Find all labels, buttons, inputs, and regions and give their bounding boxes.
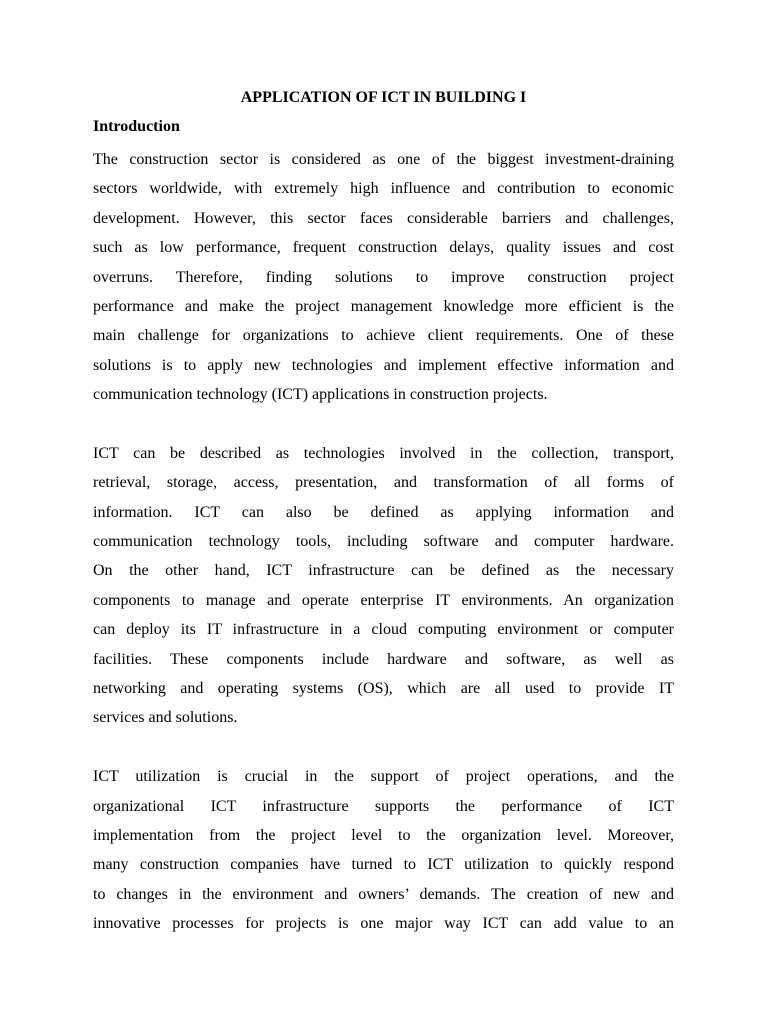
text-line: can deploy its IT infrastructure in a cloud computing environment or computer bbox=[93, 621, 674, 639]
text-line: ICT can be described as technologies involved in the collection, transport, bbox=[93, 444, 674, 462]
text-line: services and solutions. bbox=[93, 709, 238, 727]
text-line: many construction companies have turned to ICT utilization to quickly respond bbox=[93, 856, 674, 874]
text-line: networking and operating systems (OS), which are all used to provide IT bbox=[93, 680, 674, 698]
text-line: development. However, this sector faces considerable barriers and challenges, bbox=[93, 209, 674, 227]
text-line: facilities. These components include hardware and software, as well as bbox=[93, 650, 674, 668]
document-body bbox=[93, 145, 674, 939]
text-line: organizational ICT infrastructure supports the performance of ICT bbox=[93, 797, 674, 815]
text-line: retrieval, storage, access, presentation, and transformation of all forms of bbox=[93, 474, 674, 492]
text-line: innovative processes for projects is one major way ICT can add value to an bbox=[93, 915, 674, 933]
text-line: information. ICT can also be defined as applying information and bbox=[93, 503, 674, 521]
text-line: main challenge for organizations to achieve client requirements. One of these bbox=[93, 327, 674, 345]
paragraph-break bbox=[93, 410, 674, 439]
text-line: performance and make the project management knowledge more efficient is the bbox=[93, 297, 674, 315]
text-line: components to manage and operate enterprise IT environments. An organization bbox=[93, 591, 674, 609]
section-heading-introduction: Introduction bbox=[93, 118, 180, 135]
text-line: On the other hand, ICT infrastructure can be defined as the necessary bbox=[93, 562, 674, 580]
text-line: to changes in the environment and owners’ demands. The creation of new and bbox=[93, 885, 674, 903]
text-line: solutions is to apply new technologies and implement effective information and bbox=[93, 356, 674, 374]
text-line: The construction sector is considered as one of the biggest investment-draining bbox=[93, 151, 674, 168]
text-line: sectors worldwide, with extremely high influence and contribution to economic bbox=[93, 180, 674, 198]
text-line: communication technology (ICT) applications in construction projects. bbox=[93, 386, 548, 404]
document-page bbox=[93, 86, 674, 939]
paragraph-break bbox=[93, 733, 674, 762]
text-line: ICT utilization is crucial in the support of project operations, and the bbox=[93, 768, 674, 786]
text-line: overruns. Therefore, finding solutions to improve construction project bbox=[93, 268, 674, 286]
text-line: implementation from the project level to the organization level. Moreover, bbox=[93, 826, 674, 844]
text-line: communication technology tools, including software and computer hardware. bbox=[93, 533, 674, 551]
document-title: APPLICATION OF ICT IN BUILDING I bbox=[240, 89, 527, 106]
text-line: such as low performance, frequent construction delays, quality issues and cost bbox=[93, 239, 674, 257]
